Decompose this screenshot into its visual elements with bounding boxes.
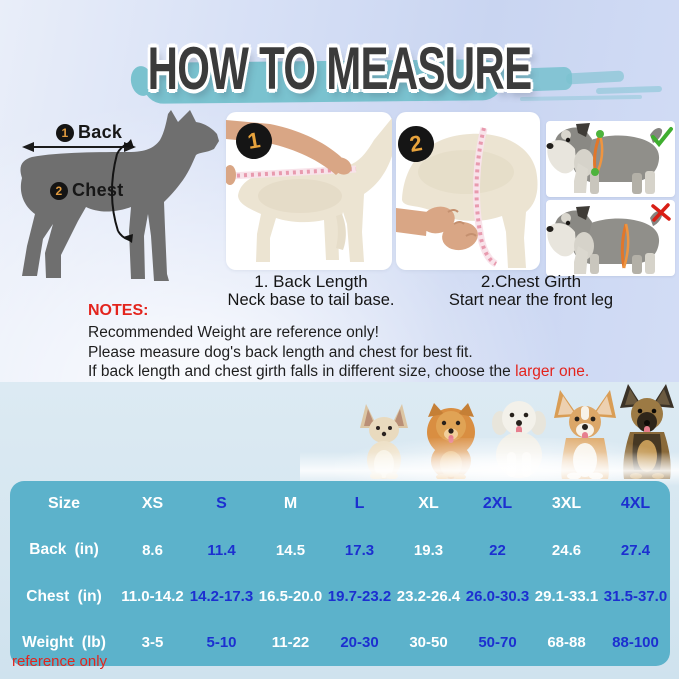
table-cell: 27.4 xyxy=(620,541,651,559)
chest-measure-label xyxy=(50,180,124,201)
table-cell: 19.3 xyxy=(413,541,444,559)
table-row-label: Weight (lb) xyxy=(22,633,106,651)
position-dot-bottom xyxy=(591,168,599,176)
eye xyxy=(566,138,570,142)
wrong-fit-photo xyxy=(546,200,675,276)
table-header-cell: 2XL xyxy=(482,495,513,513)
table-header-cell: 4XL xyxy=(620,495,651,513)
table-cell: 88-100 xyxy=(612,634,659,652)
table-header-cell: Size xyxy=(47,495,80,513)
back-number-badge: 1 xyxy=(56,124,74,142)
table-cell: 11.0-14.2 xyxy=(121,588,184,606)
table-header-cell: M xyxy=(283,495,298,513)
step2-caption-title: 2.Chest Girth xyxy=(480,272,582,291)
brush-dash xyxy=(596,86,662,94)
table-cell: 14.5 xyxy=(275,541,306,559)
notes-line-1: Recommended Weight are reference only! xyxy=(88,324,379,341)
table-cell: 16.5-20.0 xyxy=(258,588,323,606)
table-row-label: Chest (in) xyxy=(26,587,102,605)
step1-number: 1 xyxy=(245,127,263,154)
table-row-label: Back (in) xyxy=(29,541,99,559)
fingers xyxy=(226,165,236,185)
table-cell: 3-5 xyxy=(141,634,164,652)
table-header-cell: XL xyxy=(418,495,439,513)
table-cell: 5-10 xyxy=(206,634,237,652)
notes-section xyxy=(88,302,589,382)
table-cell: 11.4 xyxy=(207,541,236,559)
table-cell: 26.0-30.3 xyxy=(465,588,530,606)
position-dot-top xyxy=(596,130,604,138)
back-label-text: Back xyxy=(78,122,123,142)
larger-one-highlight: larger one. xyxy=(515,363,590,380)
table-header-cell: L xyxy=(354,495,365,513)
table-cell: 23.2-26.4 xyxy=(396,588,461,606)
table-cell: 14.2-17.3 xyxy=(189,588,254,606)
table-header-cell: S xyxy=(216,495,227,513)
chest-number-badge: 2 xyxy=(50,182,68,200)
table-cell: 31.5-37.0 xyxy=(603,588,668,606)
table-cell: 30-50 xyxy=(409,634,448,652)
nose xyxy=(547,143,554,149)
notes-line-2: Please measure dog's back length and chest for best fit. xyxy=(88,343,473,361)
table-cell: 24.6 xyxy=(551,541,582,559)
size-chart-table xyxy=(10,481,670,666)
schnauzer-wrong xyxy=(546,200,675,276)
table-header-cell: XS xyxy=(141,495,164,513)
schnauzer-correct xyxy=(546,121,675,197)
table-cell: 20-30 xyxy=(340,634,379,652)
notes-heading: NOTES: xyxy=(88,302,149,319)
table-cell: 22 xyxy=(489,541,506,559)
table-cell: 29.1-33.1 xyxy=(534,588,599,606)
step1-caption-subtitle: Neck base to tail base. xyxy=(227,291,395,309)
notes-line-3: If back length and chest girth falls in different size, choose the larger one. xyxy=(88,363,590,380)
step2-number: 2 xyxy=(407,130,425,157)
chest-label-text: Chest xyxy=(72,180,124,200)
correct-fit-photo xyxy=(546,121,675,197)
hind-leg xyxy=(632,173,642,194)
reference-only-note: reference only xyxy=(12,653,108,670)
nose xyxy=(547,226,554,232)
step2-caption-subtitle: Start near the front leg xyxy=(448,291,614,309)
eye xyxy=(566,221,570,225)
table-cell: 11-22 xyxy=(271,634,310,652)
hind-leg xyxy=(632,255,642,274)
back-measure-label xyxy=(56,122,122,143)
table-cell: 50-70 xyxy=(478,634,517,652)
table-cell: 8.6 xyxy=(142,541,163,559)
table-cell: 19.7-23.2 xyxy=(327,588,392,606)
step1-caption-title: 1. Back Length xyxy=(254,272,368,291)
page-title: HOW TO MEASURE xyxy=(147,35,532,102)
table-cell: 17.3 xyxy=(344,541,375,559)
table-cell: 68-88 xyxy=(547,634,586,652)
table-header-cell: 3XL xyxy=(551,495,582,513)
